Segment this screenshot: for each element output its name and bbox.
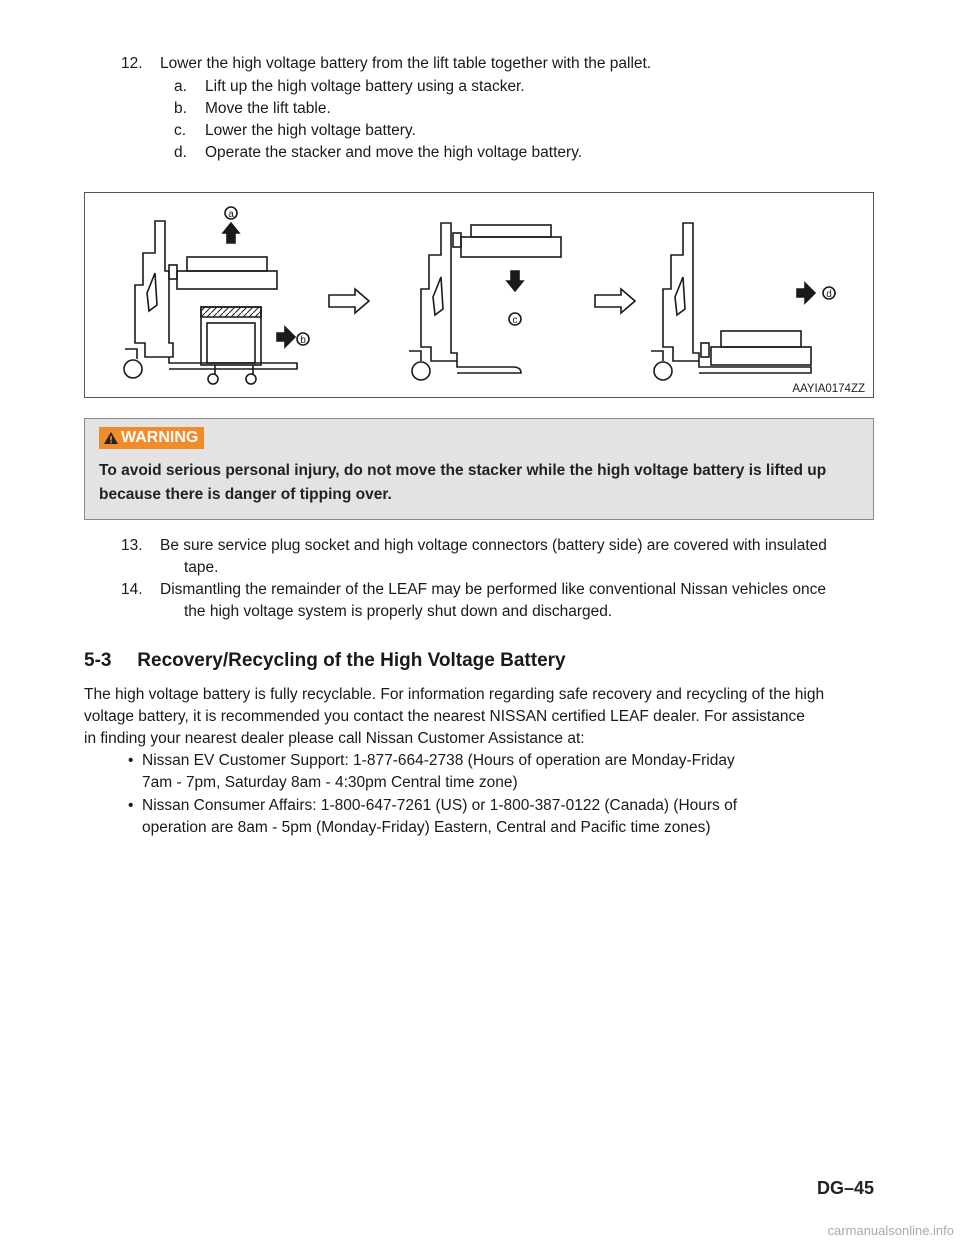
bullet-line: operation are 8am - 5pm (Monday-Friday) Eastern, Central and Pacific time zones) [142, 819, 711, 836]
step-text-line2: tape. [184, 559, 219, 576]
warning-box [84, 418, 874, 520]
label-d: d [826, 289, 832, 300]
substep-text: Lift up the high voltage battery using a stacker. [205, 78, 525, 95]
bullet-dot-icon: • [128, 797, 134, 814]
substep-letter: c. [174, 122, 187, 139]
substep-letter: d. [174, 144, 187, 161]
step-text-line1: Be sure service plug socket and high voltage connectors (battery side) are covered with insulated [160, 537, 827, 554]
label-b: b [300, 335, 306, 346]
substep-c [174, 120, 416, 142]
substep-b [174, 98, 331, 120]
substep-letter: b. [174, 100, 187, 117]
substep-text: Lower the high voltage battery. [205, 122, 416, 139]
figure-id: AAYIA0174ZZ [792, 383, 865, 395]
warning-text: To avoid serious personal injury, do not move the stacker while the high voltage battery is lifted up because there is danger of tipping over. [99, 462, 827, 503]
substep-letter: a. [174, 78, 187, 95]
substep-text: Operate the stacker and move the high voltage battery. [205, 144, 583, 161]
section-title: Recovery/Recycling of the High Voltage Battery [137, 650, 566, 671]
section-heading [84, 650, 566, 672]
paragraph-line: in finding your nearest dealer please call Nissan Customer Assistance at: [84, 730, 585, 747]
step-number: 14. [121, 581, 143, 598]
page-number: DG–45 [816, 1178, 874, 1198]
warning-triangle-icon [103, 431, 119, 445]
label-c: c [512, 315, 518, 326]
warning-title: WARNING [121, 429, 199, 446]
stacker-diagram [84, 192, 874, 398]
bullet-line: Nissan Consumer Affairs: 1-800-647-7261 (US) or 1-800-387-0122 (Canada) (Hours of [142, 797, 738, 814]
section-paragraph [84, 684, 874, 750]
section-number: 5-3 [84, 650, 112, 671]
substep-text: Move the lift table. [205, 100, 331, 117]
step-text: Lower the high voltage battery from the lift table together with the pallet. [160, 55, 652, 72]
footer-watermark[interactable]: carmanualsonline.info [827, 1223, 954, 1238]
bullet-dot-icon: • [128, 752, 134, 769]
paragraph-line: The high voltage battery is fully recyclable. For information regarding safe recovery and recycling of the high [84, 686, 825, 703]
bullet-line: Nissan EV Customer Support: 1-877-664-2738 (Hours of operation are Monday-Friday [142, 752, 735, 769]
bullet-line: 7am - 7pm, Saturday 8am - 4:30pm Central time zone) [142, 774, 518, 791]
warning-badge [99, 427, 204, 449]
stacker-illustration [85, 193, 873, 397]
step-number: 13. [121, 537, 143, 554]
step-number: 12. [121, 55, 143, 72]
label-a: a [228, 209, 234, 220]
substep-a [174, 76, 525, 98]
step-text-line2: the high voltage system is properly shut down and discharged. [184, 603, 613, 620]
paragraph-line: voltage battery, it is recommended you contact the nearest NISSAN certified LEAF dealer. For assistance [84, 708, 805, 725]
step-text-line1: Dismantling the remainder of the LEAF may be performed like conventional Nissan vehicles once [160, 581, 826, 598]
substep-d [174, 142, 583, 164]
